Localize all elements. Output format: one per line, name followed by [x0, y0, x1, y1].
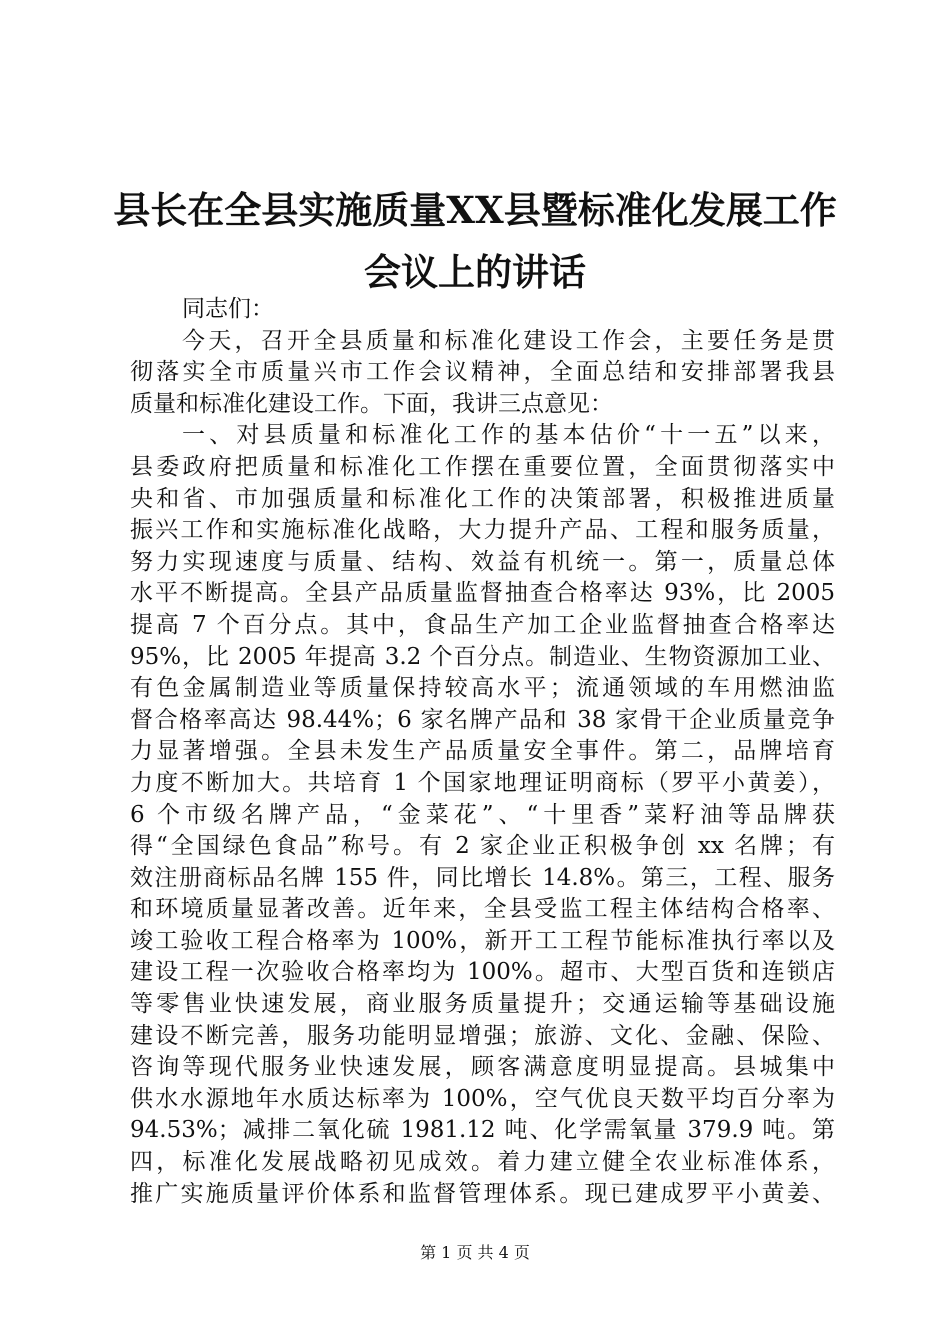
- document-body: [130, 294, 835, 1210]
- body-line: 供水水源地年水质达标率为 100%，空气优良天数平均百分率为: [130, 1085, 835, 1112]
- body-line: 彻落实全市质量兴市工作会议精神，全面总结和安排部署我县: [130, 359, 835, 386]
- body-line: 建设工程一次验收合格率均为 100%。超市、大型百货和连锁店: [130, 959, 835, 986]
- page-footer: 第 1 页 共 4 页: [420, 1243, 530, 1262]
- body-line: 水平不断提高。全县产品质量监督抽查合格率达 93%，比 2005: [130, 580, 835, 607]
- body-line: 得“全国绿色食品”称号。有 2 家企业正积极争创 xx 名牌；有: [130, 833, 835, 860]
- document-title-line-2: 会议上的讲话: [364, 250, 586, 294]
- body-line: 一、对县质量和标准化工作的基本估价“十一五”以来，: [182, 422, 835, 449]
- body-line: 95%，比 2005 年提高 3.2 个百分点。制造业、生物资源加工业、: [130, 643, 835, 670]
- body-line: 振兴工作和实施标准化战略，大力提升产品、工程和服务质量，: [130, 517, 835, 544]
- body-line: 县委政府把质量和标准化工作摆在重要位置，全面贯彻落实中: [130, 453, 835, 480]
- body-line: 等零售业快速发展，商业服务质量提升；交通运输等基础设施: [130, 991, 835, 1018]
- body-line: 质量和标准化建设工作。下面，我讲三点意见：: [130, 390, 613, 417]
- body-line: 四，标准化发展战略初见成效。着力建立健全农业标准体系，: [130, 1149, 835, 1176]
- body-line: 力显著增强。全县未发生产品质量安全事件。第二，品牌培育: [130, 738, 835, 765]
- body-line: 咨询等现代服务业快速发展，顾客满意度明显提高。县城集中: [130, 1054, 835, 1081]
- body-line: 有色金属制造业等质量保持较高水平；流通领域的车用燃油监: [130, 675, 835, 702]
- body-line: 6 个市级名牌产品，“金菜花”、“十里香”菜籽油等品牌获: [130, 801, 835, 828]
- body-line: 今天，召开全县质量和标准化建设工作会，主要任务是贯: [182, 327, 835, 354]
- salutation: 同志们：: [182, 296, 274, 322]
- body-line: 和环境质量显著改善。近年来，全县受监工程主体结构合格率、: [130, 896, 835, 923]
- body-line: 督合格率高达 98.44%；6 家名牌产品和 38 家骨干企业质量竞争: [130, 706, 835, 733]
- body-line: 提高 7 个百分点。其中，食品生产加工企业监督抽查合格率达: [130, 611, 835, 638]
- body-line: 推广实施质量评价体系和监督管理体系。现已建成罗平小黄姜、: [130, 1180, 835, 1207]
- document-title-line-1: 县长在全县实施质量XX县暨标准化发展工作: [113, 188, 837, 232]
- body-line: 94.53%；减排二氧化硫 1981.12 吨、化学需氧量 379.9 吨。第: [130, 1117, 835, 1144]
- body-line: 力度不断加大。共培育 1 个国家地理证明商标（罗平小黄姜），: [130, 769, 835, 796]
- body-line: 效注册商标品名牌 155 件，同比增长 14.8%。第三，工程、服务: [130, 864, 835, 891]
- body-line: 央和省、市加强质量和标准化工作的决策部署，积极推进质量: [130, 485, 835, 512]
- body-line: 竣工验收工程合格率为 100%，新开工工程节能标准执行率以及: [130, 927, 835, 954]
- body-line: 努力实现速度与质量、结构、效益有机统一。第一，质量总体: [130, 548, 835, 575]
- body-line: 建设不断完善，服务功能明显增强；旅游、文化、金融、保险、: [130, 1022, 835, 1049]
